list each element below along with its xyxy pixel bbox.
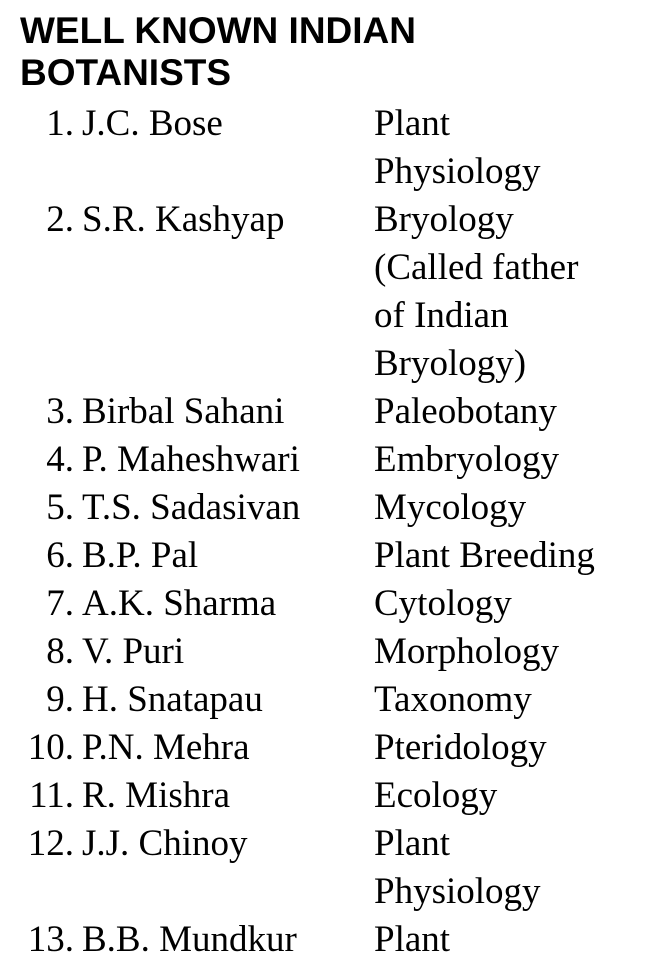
field-line: Bryology) (374, 343, 527, 384)
list-item (0, 820, 648, 916)
botanist-field (374, 484, 648, 532)
title-line-2: BOTANISTS (20, 52, 232, 93)
botanist-field (374, 820, 648, 916)
botanist-field (374, 100, 648, 196)
list-item (0, 532, 648, 580)
botanist-field (374, 388, 648, 436)
botanist-name: R. Mishra (82, 775, 230, 816)
field-line: Paleobotany (374, 391, 557, 432)
item-number: 5. (46, 487, 74, 528)
botanist-list (0, 100, 648, 964)
item-number: 3. (46, 391, 74, 432)
list-item (0, 388, 648, 436)
botanist-name: J.C. Bose (82, 103, 223, 144)
field-line: Bryology (374, 199, 514, 240)
item-number: 1. (46, 103, 74, 144)
item-number: 7. (46, 583, 74, 624)
botanist-name: V. Puri (82, 631, 185, 672)
list-item (0, 484, 648, 532)
botanist-name: B.B. Mundkur (82, 919, 297, 960)
field-line: Plant Breeding (374, 535, 595, 576)
botanist-name: B.P. Pal (82, 535, 199, 576)
list-item (0, 436, 648, 484)
list-item (0, 676, 648, 724)
list-item (0, 628, 648, 676)
botanist-name: T.S. Sadasivan (82, 487, 301, 528)
field-line: of Indian (374, 295, 509, 336)
botanist-name: P. Maheshwari (82, 439, 300, 480)
item-number: 13. (27, 919, 74, 960)
list-item (0, 916, 648, 964)
botanist-name: Birbal Sahani (82, 391, 285, 432)
botanist-field (374, 436, 648, 484)
item-number: 10. (27, 727, 74, 768)
field-line: Taxonomy (374, 679, 532, 720)
page-title (20, 10, 620, 94)
list-item (0, 196, 648, 388)
item-number: 2. (46, 199, 74, 240)
botanist-name: J.J. Chinoy (82, 823, 248, 864)
field-line: Physiology (374, 151, 541, 192)
botanist-field (374, 772, 648, 820)
botanist-field (374, 628, 648, 676)
list-item (0, 580, 648, 628)
botanist-field (374, 580, 648, 628)
field-line: Plant (374, 919, 451, 960)
field-line: (Called father (374, 247, 579, 288)
field-line: Ecology (374, 775, 498, 816)
list-item (0, 724, 648, 772)
field-line: Morphology (374, 631, 559, 672)
list-item (0, 100, 648, 196)
field-line: Pteridology (374, 727, 547, 768)
item-number: 12. (27, 823, 74, 864)
title-line-1: WELL KNOWN INDIAN (20, 10, 416, 51)
item-number: 8. (46, 631, 74, 672)
field-line: Physiology (374, 871, 541, 912)
botanist-name: A.K. Sharma (82, 583, 277, 624)
field-line: Plant (374, 103, 451, 144)
botanist-field (374, 196, 648, 388)
botanist-name: P.N. Mehra (82, 727, 250, 768)
botanist-field (374, 724, 648, 772)
botanist-field (374, 532, 648, 580)
list-item (0, 772, 648, 820)
botanist-name: S.R. Kashyap (82, 199, 285, 240)
botanist-name: H. Snatapau (82, 679, 263, 720)
field-line: Plant (374, 823, 451, 864)
field-line: Embryology (374, 439, 559, 480)
item-number: 4. (46, 439, 74, 480)
item-number: 9. (46, 679, 74, 720)
botanist-field (374, 676, 648, 724)
item-number: 6. (46, 535, 74, 576)
item-number: 11. (29, 775, 74, 816)
field-line: Cytology (374, 583, 512, 624)
field-line: Mycology (374, 487, 527, 528)
botanist-field (374, 916, 648, 964)
